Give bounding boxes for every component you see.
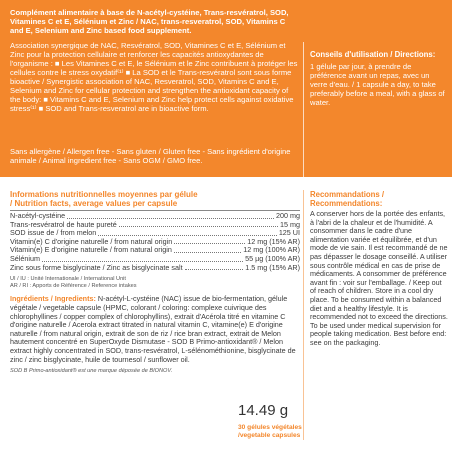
allergens-text: Sans allergène / Allergen free - Sans gluten / Gluten free - Sans ingrédient d'origine animale / Animal ingredient free - Sans OGM / GMO free.	[10, 147, 291, 165]
nutrient-value: 55 µg (100% AR)	[245, 253, 300, 263]
intro-description: Complément alimentaire à base de N-acétyl-cystéine, Trans-resvératrol, SOD, Vitamines C et E, Sélénium et Zinc / NAC, trans-resveratrol, SOD, Vitamins C and E, Selenium and Zinc based food supplement.	[10, 8, 289, 35]
nutrient-value: 125 UI	[278, 228, 300, 238]
nutrient-label: Zinc sous forme bisglycinate / Zinc as bisglycinate salt	[10, 262, 183, 272]
nutrition-title-en: / Nutrition facts, average values per capsule	[10, 199, 178, 208]
leader-dots	[67, 212, 274, 219]
ingredients-section	[10, 295, 300, 364]
leader-dots	[42, 255, 243, 262]
leader-dots	[174, 246, 241, 253]
nutrient-label: Trans-resvératrol de haute pureté	[10, 219, 117, 229]
nutrient-value: 200 mg	[276, 211, 300, 220]
recommendations-text: A conserver hors de la portée des enfants, à l'abri de la chaleur et de l'humidité. A consommer dans le cadre d'une alimentation variée et équilibrée, et d'un mode de vie sain. Il est recommandé de ne pas dépasser le dosage conseillé. A utiliser sous contrôle médical en cas de prise de médicaments. A consommer de préférence avant fin : voir sur l'emballage. / Keep out of reach of children. Store in a cool dry place. To be consumed within a balanced diet and a healthy lifestyle. It is recommended not to exceed the directions. To be used under medical supervision for people taking medication. Best before end: see on the packaging.	[310, 209, 448, 347]
nutrition-title-fr: Informations nutritionnelles moyennes par gélule	[10, 190, 198, 199]
intro-section	[10, 8, 300, 119]
capsule-count-fr: 30 gélules végétales	[238, 424, 302, 431]
nutrient-label: Sélénium	[10, 253, 40, 263]
trademark-note: SOD B Primo-antioxidant® est une marque déposée de BIONOV.	[10, 368, 173, 375]
leader-dots	[98, 229, 277, 236]
usage-title: Conseils d'utilisation / Directions:	[310, 50, 436, 59]
nutrition-section	[10, 190, 300, 376]
nutrient-label: N-acétyl-cystéine	[10, 211, 66, 220]
recommendations-title: Recommandations / Recommendations:	[310, 190, 385, 208]
lower-divider	[303, 190, 304, 440]
nutrition-notes	[10, 276, 300, 289]
nutrient-label: Vitamin(e) C d'origine naturelle / from natural origin	[10, 236, 173, 246]
note-iu: UI / IU : Unité Internationale / International Unit	[10, 276, 126, 283]
capsule-count-en: /vegetable capsules	[238, 431, 301, 439]
intro-benefits: Association synergique de NAC, Resvératrol, SOD, Vitamines C et E, Sélénium et Zinc pour la protection cellulaire et renforcer les capacités antioxydantes de l'organisme : ■ Les Vitamines C et E, le Sélénium et le Zinc contribuent à protéger les cellules contre le stress oxydatif⁽¹⁾ ■ La SOD et le Trans-resvératrol sont sous forme bioactive / Synergistic association of NAC, Resveratrol, SOD, Vitamins C and E, Selenium and Zinc for cellular protection and strengthen the antioxidant capacity of the body: ■ Vitamins C and E, Selenium and Zinc help protect cells against oxidative stress⁽¹⁾ ■ SOD and Trans-resveratrol are in bioactive form.	[10, 41, 298, 113]
nutrient-value: 12 mg (100% AR)	[243, 245, 300, 255]
leader-dots	[119, 221, 278, 228]
leader-dots	[185, 264, 244, 271]
usage-text: 1 gélule par jour, à prendre de préférence avant un repas, avec un verre d'eau. / 1 capsule a day, to take preferably before a meal, with a glass of water.	[310, 62, 445, 107]
nutrient-value: 1.5 mg (15% AR)	[245, 262, 300, 272]
ingredients-text: N-acétyl-L-cystéine (NAC) issue de bio-fermentation, gélule végétale / vegetable capsule (HPMC, colorant / coloring: complexe cuivrique des chlorophyllines / copper complex of chlorophyllins), extrait d'Acérola titré en vitamine C d'origine naturelle / Acerola extract titrated in natural vitamin C, vitamine(e) E d'origine naturelle / from natural origin, extrait de son de riz / rice bran extract, extrait de Melon hautement concentré en SuperOxyde Dismutase - SOD B Primo-antioxidant® / Melon extract highly concentrated in SOD, trans-resvératrol, L-sélénométhionine, bisglycinate de zinc / zinc bisglycinate, huile de tournesol / sunflower oil.	[10, 294, 296, 364]
note-ri: AR / RI : Apports de Référence / Reference intakes	[10, 282, 137, 289]
usage-section	[310, 50, 448, 107]
header-divider	[303, 42, 304, 177]
ingredients-title: Ingrédients / Ingredients:	[10, 294, 96, 304]
nutrition-table	[10, 212, 300, 272]
nutrient-label: Vitamin(e) E d'origine naturelle / from natural origin	[10, 245, 172, 255]
nutrient-value: 12 mg (15% AR)	[247, 236, 300, 246]
recommendations-section	[310, 190, 448, 348]
nutrient-label: SOD issue de / from melon	[10, 228, 97, 238]
leader-dots	[174, 238, 245, 245]
capsule-count	[238, 424, 302, 439]
nutrition-row	[10, 264, 300, 273]
nutrient-value: 15 mg	[280, 219, 300, 229]
nutrition-title	[10, 190, 300, 208]
net-weight: 14.49 g	[238, 402, 289, 419]
